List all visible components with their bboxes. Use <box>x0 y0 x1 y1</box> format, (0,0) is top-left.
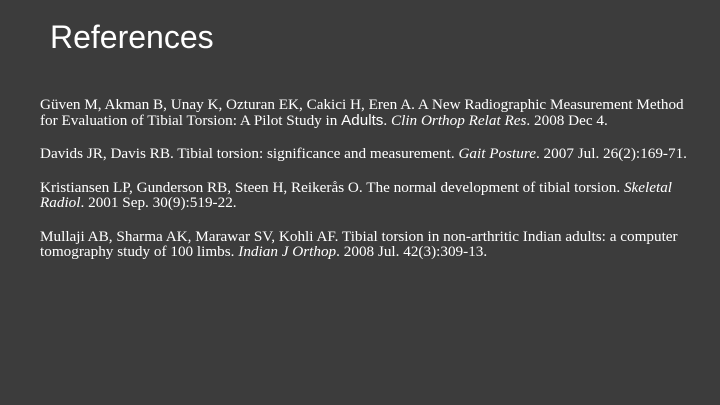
reference-list <box>40 97 692 278</box>
reference-citation: . 2008 Dec 4. <box>526 111 608 129</box>
reference-citation: . 2001 Sep. 30(9):519-22. <box>80 194 237 211</box>
reference-journal: Indian J Orthop <box>238 243 337 260</box>
reference-text: Güven M, Akman B, Unay K, Ozturan EK, Cakici H, Eren A. A New Radiographic Measurement Method for Evaluation of Tibial Torsion: A Pilot Study in <box>40 96 684 129</box>
reference-item <box>40 97 692 128</box>
reference-text: Mullaji AB, Sharma AK, Marawar SV, Kohli AF. Tibial torsion in non-arthritic Indian adults: a computer tomography study of 100 limbs. <box>40 227 678 260</box>
reference-journal: Gait Posture <box>458 145 536 162</box>
reference-item <box>40 146 692 162</box>
reference-journal: Skeletal Radiol <box>40 178 673 211</box>
reference-item <box>40 180 692 211</box>
reference-text: Kristiansen LP, Gunderson RB, Steen H, Reikerås O. The normal development of tibial torsion. <box>40 178 624 196</box>
reference-citation: . 2008 Jul. 42(3):309-13. <box>336 243 488 260</box>
reference-journal: Clin Orthop Relat Res <box>390 111 527 129</box>
reference-text: Davids JR, Davis RB. Tibial torsion: significance and measurement. <box>40 145 459 162</box>
slide-title: References <box>50 19 214 55</box>
reference-item <box>40 229 692 260</box>
reference-text: . <box>383 111 391 129</box>
reference-word: Adults <box>341 111 384 129</box>
reference-citation: . 2007 Jul. 26(2):169-71. <box>535 145 687 162</box>
